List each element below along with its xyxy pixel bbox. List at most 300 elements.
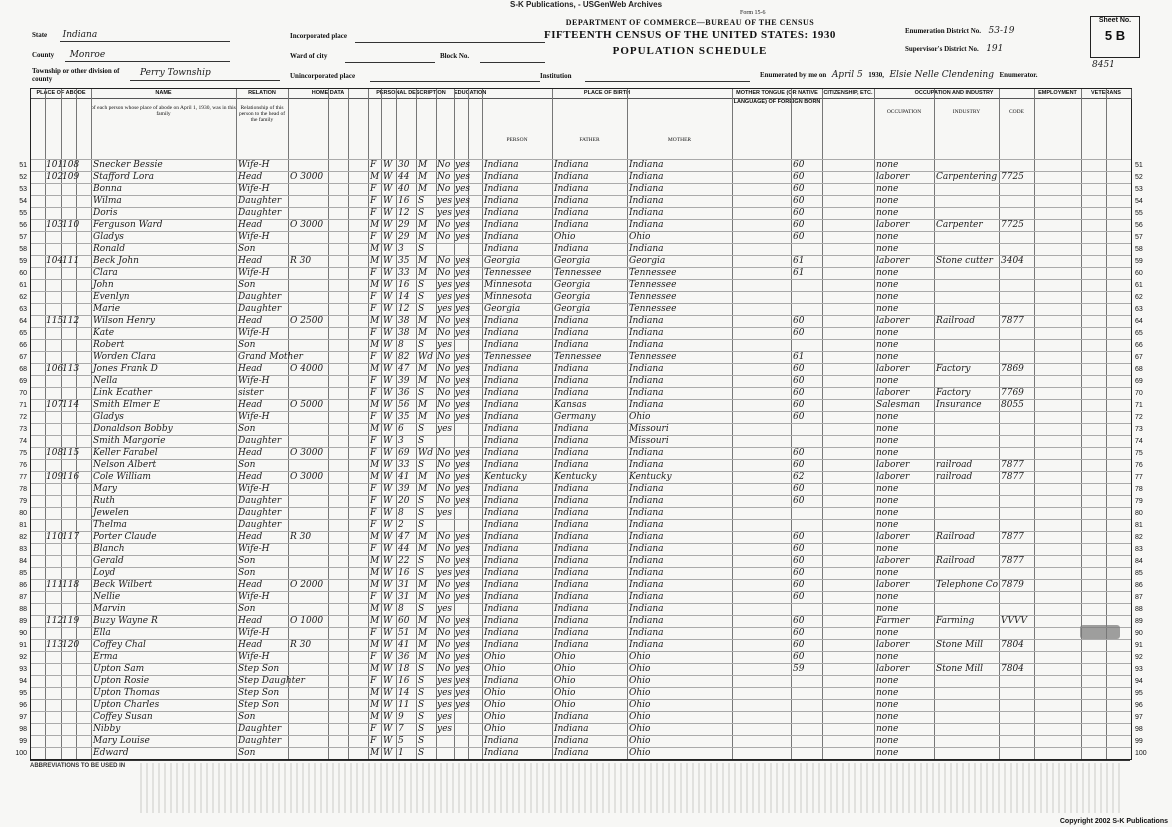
race: W <box>383 556 393 566</box>
table-row <box>19 159 1143 172</box>
relation: Step Son <box>238 664 280 674</box>
line-number: 90 <box>19 630 27 637</box>
marital-status: S <box>418 736 425 746</box>
age: 41 <box>398 472 410 482</box>
line-number: 97 <box>19 714 27 721</box>
age: 44 <box>398 544 410 554</box>
person-name: Thelma <box>93 520 127 530</box>
person-name: Nella <box>93 376 118 386</box>
can-read: yes <box>455 580 471 590</box>
line-number: 73 <box>19 426 27 433</box>
occupation: laborer <box>876 364 910 374</box>
birthplace-person: Indiana <box>484 184 519 194</box>
line-number-right: 94 <box>1135 678 1143 685</box>
language-code: 60 <box>793 628 805 638</box>
birthplace-father: Indiana <box>554 532 589 542</box>
language-code: 60 <box>793 484 805 494</box>
table-row <box>19 231 1143 244</box>
footer-fine-print <box>140 763 1120 813</box>
birthplace-father: Indiana <box>554 448 589 458</box>
supervisor-label: Supervisor's District No. <box>905 45 979 53</box>
marital-status: M <box>418 640 428 650</box>
birthplace-mother: Indiana <box>629 184 664 194</box>
table-row <box>19 267 1143 280</box>
age: 3 <box>398 244 404 254</box>
age: 14 <box>398 292 410 302</box>
birthplace-person: Ohio <box>484 652 506 662</box>
occupation: none <box>876 292 899 302</box>
marital-status: M <box>418 232 428 242</box>
sex: M <box>370 712 380 722</box>
sex: F <box>370 736 377 746</box>
can-read: yes <box>455 412 471 422</box>
line-number: 80 <box>19 510 27 517</box>
occupation: none <box>876 304 899 314</box>
occupation: none <box>876 604 899 614</box>
relation: Head <box>238 448 263 458</box>
section-mother-tongue: MOTHER TONGUE (OR NATIVE LANGUAGE) OF FOREIGN BORN <box>732 89 823 99</box>
age: 6 <box>398 424 404 434</box>
race: W <box>383 496 393 506</box>
person-name: Wilma <box>93 196 122 206</box>
occupation: Farmer <box>876 616 910 626</box>
person-name: Gerald <box>93 556 124 566</box>
line-number: 61 <box>19 282 27 289</box>
birthplace-person: Ohio <box>484 664 506 674</box>
birthplace-father: Georgia <box>554 256 591 266</box>
line-number: 86 <box>19 582 27 589</box>
relation: Wife-H <box>238 652 270 662</box>
birthplace-mother: Missouri <box>629 424 669 434</box>
birthplace-mother: Indiana <box>629 484 664 494</box>
table-row <box>19 459 1143 472</box>
line-number-right: 84 <box>1135 558 1143 565</box>
industry-code: 7877 <box>1001 532 1024 542</box>
home-data: O 3000 <box>290 220 324 230</box>
line-number-right: 54 <box>1135 198 1143 205</box>
township-field <box>32 68 127 84</box>
industry-code: 7877 <box>1001 556 1024 566</box>
family-number: 120 <box>62 640 80 650</box>
birthplace-father: Indiana <box>554 424 589 434</box>
line-number: 66 <box>19 342 27 349</box>
marital-status: M <box>418 580 428 590</box>
industry: Insurance <box>936 400 982 410</box>
birthplace-father: Indiana <box>554 208 589 218</box>
table-row <box>19 723 1143 736</box>
birthplace-person: Indiana <box>484 640 519 650</box>
can-read: yes <box>455 496 471 506</box>
line-number-right: 77 <box>1135 474 1143 481</box>
sex: M <box>370 424 380 434</box>
can-read: yes <box>455 280 471 290</box>
sex: M <box>370 700 380 710</box>
home-data: R 30 <box>290 640 312 650</box>
marital-status: Wd <box>418 352 434 362</box>
line-number: 94 <box>19 678 27 685</box>
occupation: none <box>876 424 899 434</box>
ink-smudge <box>1080 625 1120 639</box>
table-row <box>19 219 1143 232</box>
birthplace-person: Indiana <box>484 436 519 446</box>
occupation: laborer <box>876 580 910 590</box>
occupation: none <box>876 484 899 494</box>
relation: Daughter <box>238 196 282 206</box>
relation: Head <box>238 532 263 542</box>
column-name-header: of each person whose place of abode on April 1, 1930, was in this family <box>91 99 237 163</box>
can-read: yes <box>455 232 471 242</box>
race: W <box>383 664 393 674</box>
sex: M <box>370 640 380 650</box>
can-read: yes <box>455 304 471 314</box>
abbreviations-label: ABBREVIATIONS TO BE USED IN <box>30 763 126 769</box>
section-home-data: HOME DATA <box>288 89 369 99</box>
marital-status: S <box>418 700 425 710</box>
can-read: yes <box>455 628 471 638</box>
marital-status: S <box>418 556 425 566</box>
industry-code: VVVV <box>1001 616 1027 626</box>
sex: M <box>370 472 380 482</box>
line-number-right: 76 <box>1135 462 1143 469</box>
race: W <box>383 280 393 290</box>
can-read: yes <box>455 676 471 686</box>
race: W <box>383 172 393 182</box>
birthplace-person: Indiana <box>484 496 519 506</box>
person-name: Keller Farabel <box>93 448 158 458</box>
table-row <box>19 675 1143 688</box>
language-code: 60 <box>793 388 805 398</box>
attended-school: yes <box>437 676 453 686</box>
column-person-header: PERSON <box>482 137 553 157</box>
marital-status: M <box>418 616 428 626</box>
occupation: none <box>876 340 899 350</box>
line-number: 83 <box>19 546 27 553</box>
occupation: laborer <box>876 256 910 266</box>
can-read: yes <box>455 196 471 206</box>
family-number: 118 <box>62 580 80 590</box>
line-number-right: 61 <box>1135 282 1143 289</box>
line-number: 67 <box>19 354 27 361</box>
marital-status: S <box>418 460 425 470</box>
race: W <box>383 436 393 446</box>
language-code: 60 <box>793 220 805 230</box>
birthplace-mother: Missouri <box>629 436 669 446</box>
birthplace-father: Indiana <box>554 364 589 374</box>
family-number: 108 <box>62 160 80 170</box>
person-name: Bonna <box>93 184 122 194</box>
age: 29 <box>398 220 410 230</box>
table-row <box>19 339 1143 352</box>
birthplace-father: Indiana <box>554 628 589 638</box>
birthplace-father: Indiana <box>554 568 589 578</box>
birthplace-person: Indiana <box>484 628 519 638</box>
birthplace-mother: Ohio <box>629 712 651 722</box>
table-row <box>19 567 1143 580</box>
line-number-right: 55 <box>1135 210 1143 217</box>
family-number: 113 <box>62 364 80 374</box>
table-row <box>19 735 1143 748</box>
birthplace-father: Ohio <box>554 652 576 662</box>
marital-status: M <box>418 328 428 338</box>
sex: M <box>370 340 380 350</box>
person-name: Doris <box>93 208 118 218</box>
industry-code: 7877 <box>1001 472 1024 482</box>
birthplace-father: Indiana <box>554 220 589 230</box>
relation: Head <box>238 172 263 182</box>
relation: Son <box>238 244 256 254</box>
supervisor-field <box>905 44 1003 54</box>
relation: Wife-H <box>238 592 270 602</box>
dwelling-number: 115 <box>46 316 64 326</box>
age: 31 <box>398 592 410 602</box>
line-number-right: 64 <box>1135 318 1143 325</box>
table-row <box>19 375 1143 388</box>
attended-school: yes <box>437 568 453 578</box>
line-number-right: 78 <box>1135 486 1143 493</box>
can-read: yes <box>455 220 471 230</box>
race: W <box>383 412 393 422</box>
birthplace-mother: Ohio <box>629 652 651 662</box>
occupation: none <box>876 652 899 662</box>
county-label: County <box>32 51 55 59</box>
relation: Daughter <box>238 208 282 218</box>
relation: Daughter <box>238 436 282 446</box>
marital-status: S <box>418 424 425 434</box>
attended-school: No <box>437 556 451 566</box>
section-relation: RELATION <box>236 89 289 99</box>
family-number: 119 <box>62 616 80 626</box>
enumerated-date: April 5 <box>831 70 863 80</box>
marital-status: M <box>418 376 428 386</box>
line-number: 52 <box>19 174 27 181</box>
person-name: Nelson Albert <box>93 460 157 470</box>
table-row <box>19 447 1143 460</box>
line-number: 68 <box>19 366 27 373</box>
sex: M <box>370 748 380 758</box>
can-read: yes <box>455 160 471 170</box>
can-read: yes <box>455 448 471 458</box>
line-number-right: 79 <box>1135 498 1143 505</box>
industry-code: 3404 <box>1001 256 1024 266</box>
marital-status: S <box>418 508 425 518</box>
industry: Stone Mill <box>936 664 984 674</box>
relation: Head <box>238 616 263 626</box>
age: 11 <box>398 700 410 710</box>
line-number-right: 62 <box>1135 294 1143 301</box>
table-row <box>19 195 1143 208</box>
industry: Railroad <box>936 532 975 542</box>
occupation: none <box>876 724 899 734</box>
enumerated-field <box>760 70 1038 80</box>
occupation: none <box>876 496 899 506</box>
industry: Stone cutter <box>936 256 993 266</box>
occupation: laborer <box>876 460 910 470</box>
age: 82 <box>398 352 410 362</box>
industry: Farming <box>936 616 975 626</box>
incorporated-field <box>290 32 347 40</box>
race: W <box>383 340 393 350</box>
birthplace-father: Indiana <box>554 712 589 722</box>
family-number: 117 <box>62 532 80 542</box>
birthplace-father: Indiana <box>554 508 589 518</box>
relation: Daughter <box>238 304 282 314</box>
race: W <box>383 616 393 626</box>
line-number: 75 <box>19 450 27 457</box>
table-row <box>19 519 1143 532</box>
line-number: 92 <box>19 654 27 661</box>
birthplace-father: Indiana <box>554 748 589 758</box>
line-number: 78 <box>19 486 27 493</box>
race: W <box>383 184 393 194</box>
sex: F <box>370 544 377 554</box>
marital-status: S <box>418 244 425 254</box>
birthplace-person: Minnesota <box>484 292 533 302</box>
line-number-right: 60 <box>1135 270 1143 277</box>
attended-school: yes <box>437 208 453 218</box>
language-code: 60 <box>793 580 805 590</box>
birthplace-person: Ohio <box>484 724 506 734</box>
birthplace-father: Indiana <box>554 460 589 470</box>
sex: M <box>370 400 380 410</box>
person-name: Gladys <box>93 232 124 242</box>
ward-underline <box>345 62 435 63</box>
age: 36 <box>398 388 410 398</box>
birthplace-mother: Ohio <box>629 736 651 746</box>
language-code: 60 <box>793 544 805 554</box>
race: W <box>383 316 393 326</box>
birthplace-mother: Tennessee <box>629 352 677 362</box>
birthplace-mother: Indiana <box>629 328 664 338</box>
dwelling-number: 102 <box>46 172 64 182</box>
birthplace-person: Indiana <box>484 376 519 386</box>
line-number-right: 95 <box>1135 690 1143 697</box>
race: W <box>383 232 393 242</box>
birthplace-person: Indiana <box>484 532 519 542</box>
can-read: yes <box>455 460 471 470</box>
language-code: 60 <box>793 460 805 470</box>
marital-status: S <box>418 604 425 614</box>
language-code: 60 <box>793 412 805 422</box>
unincorporated-field <box>290 72 355 80</box>
home-data: R 30 <box>290 256 312 266</box>
occupation: none <box>876 436 899 446</box>
can-read: yes <box>455 640 471 650</box>
age: 29 <box>398 232 410 242</box>
birthplace-mother: Ohio <box>629 232 651 242</box>
attended-school: No <box>437 448 451 458</box>
line-number: 89 <box>19 618 27 625</box>
line-number-right: 71 <box>1135 402 1143 409</box>
department-title: DEPARTMENT OF COMMERCE—BUREAU OF THE CENSUS <box>565 18 815 27</box>
language-code: 60 <box>793 640 805 650</box>
line-number: 100 <box>15 750 27 757</box>
marital-status: S <box>418 712 425 722</box>
person-name: Link Ecather <box>93 388 152 398</box>
race: W <box>383 244 393 254</box>
language-code: 60 <box>793 616 805 626</box>
table-row <box>19 483 1143 496</box>
person-name: Ferguson Ward <box>93 220 163 230</box>
can-read: yes <box>455 400 471 410</box>
race: W <box>383 688 393 698</box>
relation: Son <box>238 340 256 350</box>
attended-school: No <box>437 412 451 422</box>
state-underline <box>60 41 230 42</box>
section-place-of-birth: PLACE OF BIRTH <box>482 89 733 99</box>
sex: M <box>370 244 380 254</box>
can-read: yes <box>455 544 471 554</box>
line-number: 85 <box>19 570 27 577</box>
can-read: yes <box>455 592 471 602</box>
line-number: 58 <box>19 246 27 253</box>
relation: Wife-H <box>238 484 270 494</box>
can-read: yes <box>455 388 471 398</box>
table-row <box>19 591 1143 604</box>
language-code: 60 <box>793 376 805 386</box>
birthplace-mother: Tennessee <box>629 280 677 290</box>
dwelling-number: 111 <box>46 580 64 590</box>
industry-code: 7879 <box>1001 580 1024 590</box>
birthplace-person: Indiana <box>484 604 519 614</box>
race: W <box>383 460 393 470</box>
birthplace-person: Indiana <box>484 364 519 374</box>
attended-school: No <box>437 400 451 410</box>
sex: M <box>370 688 380 698</box>
race: W <box>383 748 393 758</box>
relation: sister <box>238 388 264 398</box>
incorporated-label: Incorporated place <box>290 32 347 40</box>
line-number-right: 92 <box>1135 654 1143 661</box>
person-name: Mary Louise <box>93 736 150 746</box>
language-code: 60 <box>793 208 805 218</box>
relation: Step Daughter <box>238 676 305 686</box>
unincorporated-underline <box>370 81 540 82</box>
birthplace-mother: Indiana <box>629 316 664 326</box>
birthplace-person: Indiana <box>484 172 519 182</box>
language-code: 61 <box>793 268 805 278</box>
sex: F <box>370 304 377 314</box>
language-code: 60 <box>793 160 805 170</box>
can-read: yes <box>455 652 471 662</box>
industry-code: 8055 <box>1001 400 1024 410</box>
sex: F <box>370 484 377 494</box>
line-number: 64 <box>19 318 27 325</box>
publisher-banner: S-K Publications, - USGenWeb Archives <box>509 0 663 9</box>
person-name: John <box>93 280 114 290</box>
birthplace-person: Indiana <box>484 676 519 686</box>
family-number: 109 <box>62 172 80 182</box>
section-education: EDUCATION <box>454 89 483 99</box>
person-name: Mary <box>93 484 117 494</box>
dwelling-number: 113 <box>46 640 64 650</box>
birthplace-mother: Indiana <box>629 640 664 650</box>
person-name: Upton Charles <box>93 700 160 710</box>
industry: Factory <box>936 364 971 374</box>
industry-code: 7769 <box>1001 388 1024 398</box>
race: W <box>383 484 393 494</box>
can-read: yes <box>455 616 471 626</box>
birthplace-mother: Indiana <box>629 400 664 410</box>
copyright-notice: Copyright 2002 S-K Publications <box>1059 818 1168 825</box>
can-read: yes <box>455 328 471 338</box>
can-read: yes <box>455 688 471 698</box>
can-read: yes <box>455 208 471 218</box>
birthplace-mother: Ohio <box>629 412 651 422</box>
occupation: none <box>876 208 899 218</box>
attended-school: No <box>437 316 451 326</box>
attended-school: No <box>437 640 451 650</box>
line-number: 95 <box>19 690 27 697</box>
